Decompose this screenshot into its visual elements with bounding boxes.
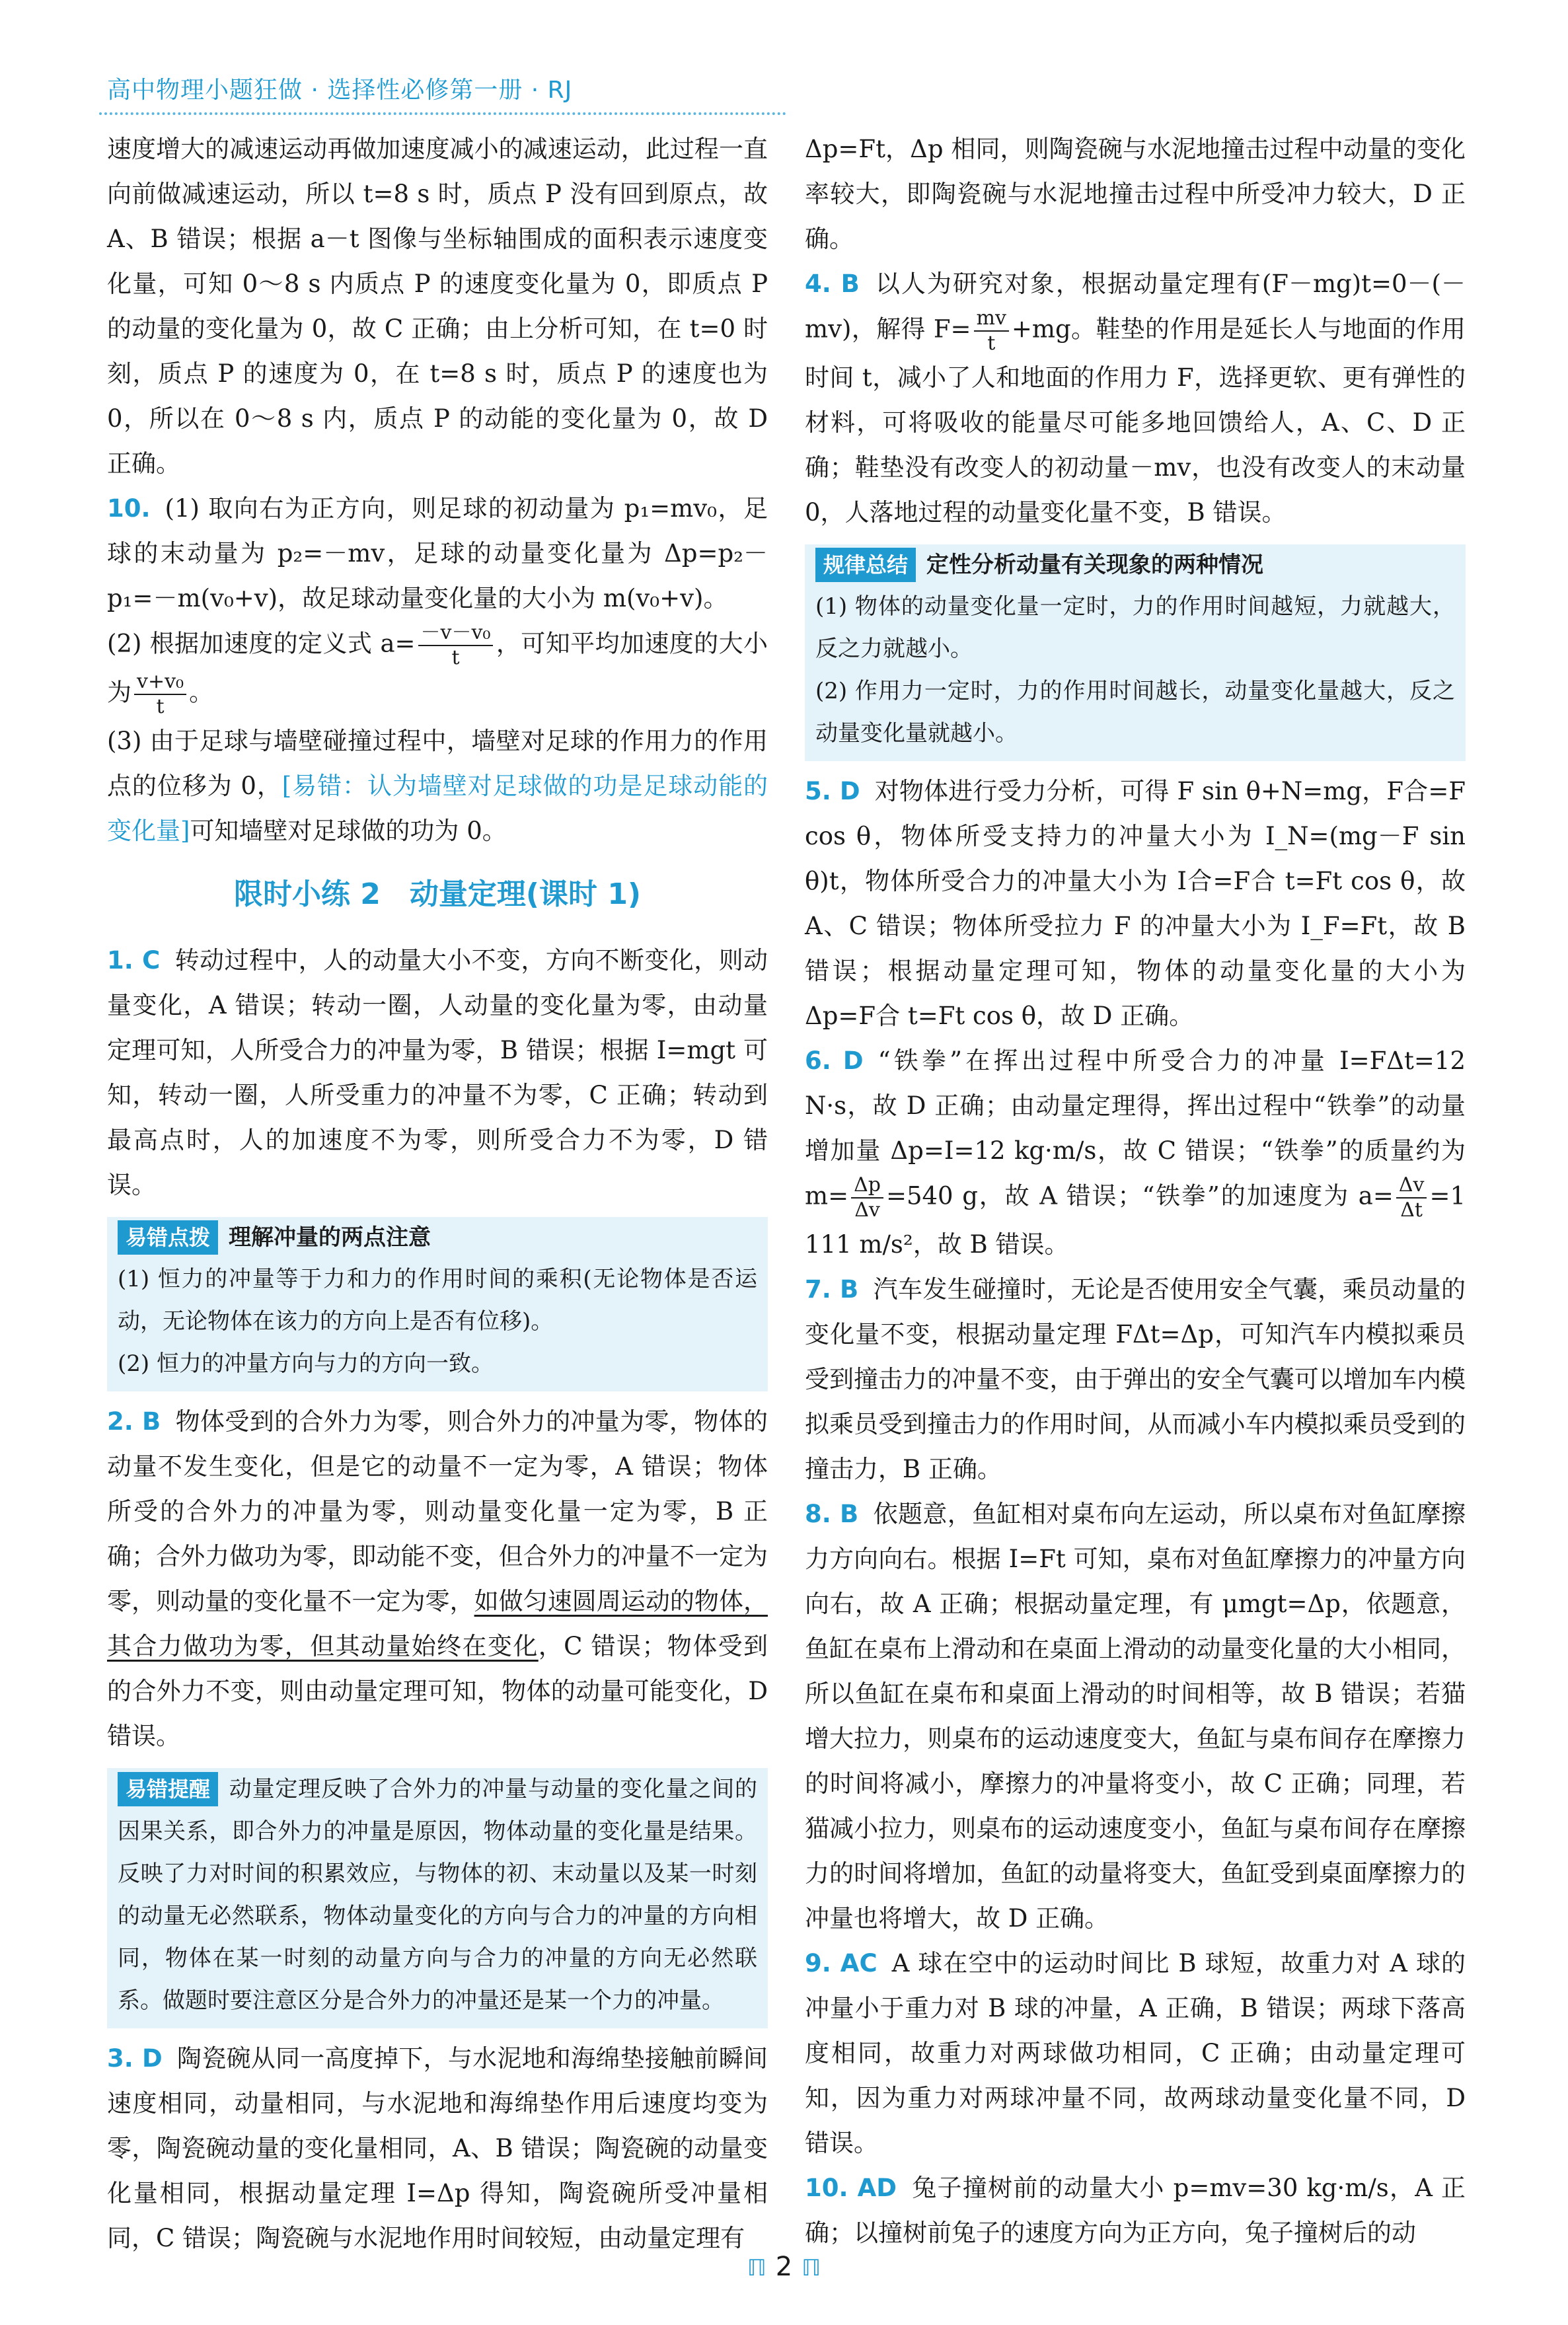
warning-box <box>107 1768 768 2028</box>
q4-answer <box>805 262 1466 535</box>
tip-line-1: (1) 恒力的冲量等于力和力的作用时间的乘积(无论物体是否运动，无论物体在该力的方向上是否有位移)。 <box>118 1266 757 1335</box>
q10-part2-text-b: ，可知平均加速度的大小为 <box>107 629 768 707</box>
acceleration-numerator: Δv <box>1396 1173 1427 1199</box>
tip-box-impulse <box>107 1217 768 1391</box>
acceleration-fraction <box>1396 1173 1427 1222</box>
q2-text-a: 物体受到的合外力为零，则合外力的冲量为零，物体的动量不发生变化，但是它的动量不一定为零，A 错误；物体所受的合外力的冲量为零，则动量变化量一定为零，B 正确；合外力做功为零，即动能不变，但合外力的冲量不一定为零，则动量的变化量不一定为零， <box>107 1407 768 1615</box>
page-footer <box>0 2252 1568 2282</box>
page-number: 2 <box>775 2252 793 2282</box>
q7-text: 汽车发生碰撞时，无论是否使用安全气囊，乘员动量的变化量不变，根据动量定理 FΔt=Δp，可知汽车内模拟乘员受到撞击力的冲量不变，由于弹出的安全气囊可以增加车内模拟乘员受到撞击力的作用时间，从而减小车内模拟乘员受到的撞击力，B 正确。 <box>805 1275 1466 1483</box>
q5-text: 对物体进行受力分析，可得 F sin θ+N=mg，F合=F cos θ，物体所受支持力的冲量大小为 I_N=(mg－F sin θ)t，物体所受合力的冲量大小为 I合=F合 t=Ft cos θ，故 A、C 错误；物体所受拉力 F 的冲量大小为 I_F=Ft，故 B 错误；根据动量定理可知，物体的动量变化量的大小为 Δp=F合 t=Ft cos θ，故 D 正确。 <box>805 777 1466 1030</box>
accel-denominator: t <box>451 646 460 669</box>
q3-number: 3. D <box>107 2044 163 2073</box>
q3-answer <box>107 2036 768 2261</box>
q6-number: 6. D <box>805 1047 864 1075</box>
q10-right-text: 兔子撞树前的动量大小 p=mv=30 kg·m/s，A 正确；以撞树前兔子的速度方向为正方向，兔子撞树后的动 <box>805 2174 1466 2247</box>
q1-answer <box>107 938 768 1208</box>
summary-box <box>805 544 1466 761</box>
avg-accel-fraction <box>134 670 186 719</box>
q10-part1 <box>107 486 768 621</box>
mass-numerator: Δp <box>851 1173 883 1199</box>
q7-answer <box>805 1267 1466 1492</box>
q9-continuation: 速度增大的减速运动再做加速度减小的减速运动，此过程一直向前做减速运动，所以 t=8 s 时，质点 P 没有回到原点，故 A、B 错误；根据 a－t 图像与坐标轴围成的面积表示速度变化量，可知 0～8 s 内质点 P 的速度变化量为 0，即质点 P 的动量的变化量为 0，故 C 正确；由上分析可知，在 t=0 时刻，质点 P 的速度为 0，在 t=8 s 时，质点 P 的速度也为 0，所以在 0～8 s 内，质点 P 的动能的变化量为 0，故 D 正确。 <box>107 135 768 478</box>
left-column <box>107 127 768 2261</box>
summary-title: 定性分析动量有关现象的两种情况 <box>926 552 1264 578</box>
q6-text-c: =1 111 m/s²，故 B 错误。 <box>805 1181 1466 1259</box>
q10-part3-text-a: (3) 由于足球与墙壁碰撞过程中，墙壁对足球的作用力的作用点的位移为 0， <box>107 727 768 800</box>
q10-part3-text-b: 可知墙壁对足球做的功为 0。 <box>190 817 507 845</box>
running-header: 高中物理小题狂做 · 选择性必修第一册 · RJ <box>107 77 573 104</box>
warning-tag: 易错提醒 <box>118 1772 218 1806</box>
q9-answer <box>805 1941 1466 2166</box>
q10-part2-text-c: 。 <box>189 678 214 707</box>
q7-number: 7. B <box>805 1275 859 1304</box>
force-numerator: mv <box>974 307 1009 332</box>
accel-numerator: －v－v₀ <box>418 621 494 646</box>
footer-ornament-left-icon: ℿ <box>747 2255 766 2281</box>
q8-text: 依题意，鱼缸相对桌布向左运动，所以桌布对鱼缸摩擦力方向向右。根据 I=Ft 可知，桌布对鱼缸摩擦力的冲量方向向右，故 A 正确；根据动量定理，有 μmgt=Δp，依题意，鱼缸在桌布上滑动和在桌面上滑动的动量变化量的大小相同，所以鱼缸在桌布和桌面上滑动的时间相等，故 B 错误；若猫增大拉力，则桌布的运动速度变大，鱼缸与桌布间存在摩擦力的时间将减小，摩擦力的冲量将变小，故 C 正确；同理，若猫减小拉力，则桌布的运动速度变小，鱼缸与桌布间存在摩擦力的时间将增加，鱼缸的动量将变大，鱼缸受到桌面摩擦力的冲量也将增大，故 D 正确。 <box>805 1500 1466 1933</box>
q2-text-b: ，C 错误；物体受到的合外力不变，则由动量定理可知，物体的动量可能变化，D 错误。 <box>107 1632 768 1750</box>
q10-part2 <box>107 621 768 719</box>
q4-text-b: +mg。鞋垫的作用是延长人与地面的作用时间 t，减小了人和地面的作用力 F，选择更软、更有弹性的材料，可将吸收的能量尽可能多地回馈给人，A、C、D 正确；鞋垫没有改变人的初动量－mv，也没有改变人的末动量 0，人落地过程的动量变化量不变，B 错误。 <box>805 314 1466 527</box>
q1-text: 转动过程中，人的动量大小不变，方向不断变化，则动量变化，A 错误；转动一圈，人动量的变化量为零，由动量定理可知，人所受合力的冲量为零，B 错误；根据 I=mgt 可知，转动一圈，人所受重力的冲量不为零，C 正确；转动到最高点时，人的加速度不为零，则所受合力不为零，D 错误。 <box>107 946 768 1199</box>
q5-number: 5. D <box>805 777 860 805</box>
mass-fraction <box>851 1173 883 1222</box>
q6-text-a: “铁拳”在挥出过程中所受合力的冲量 I=FΔt=12 N·s，故 D 正确；由动量定理得，挥出过程中“铁拳”的动量增加量 Δp=I=12 kg·m/s，故 C 错误；“铁拳”的质量约为 m= <box>805 1047 1466 1210</box>
q10-part3 <box>107 719 768 854</box>
q9-text: A 球在空中的运动时间比 B 球短，故重力对 A 球的冲量小于重力对 B 球的冲量，A 正确，B 错误；两球下落高度相同，故重力对两球做功相同，C 正确；由动量定理可知，因为重力对两球冲量不同，故两球动量变化量不同，D 错误。 <box>805 1949 1466 2157</box>
q3-text: 陶瓷碗从同一高度掉下，与水泥地和海绵垫接触前瞬间速度相同，动量相同，与水泥地和海绵垫作用后速度均变为零，陶瓷碗动量的变化量相同，A、B 错误；陶瓷碗的动量变化量相同，根据动量定理 I=Δp 得知，陶瓷碗所受冲量相同，C 错误；陶瓷碗与水泥地作用时间较短，由动量定理有 <box>107 2044 768 2252</box>
right-column <box>805 127 1466 2256</box>
tip-title: 理解冲量的两点注意 <box>229 1224 431 1251</box>
q10-number: 10. <box>107 494 151 523</box>
header-rule <box>99 112 786 115</box>
q6-answer <box>805 1039 1466 1267</box>
q6-text-b: =540 g，故 A 错误；“铁拳”的加速度为 a= <box>885 1181 1394 1210</box>
q9-number: 9. AC <box>805 1949 877 1977</box>
q2-number: 2. B <box>107 1407 161 1436</box>
q8-number: 8. B <box>805 1500 859 1528</box>
avg-accel-numerator: v+v₀ <box>134 670 186 695</box>
summary-tag: 规律总结 <box>815 548 916 582</box>
accel-fraction <box>418 621 494 670</box>
tip-line-2: (2) 恒力的冲量方向与力的方向一致。 <box>118 1350 494 1377</box>
q10-answer <box>805 2166 1466 2256</box>
q10-part2-text-a: (2) 根据加速度的定义式 a= <box>107 629 416 658</box>
q2-answer <box>107 1399 768 1759</box>
footer-ornament-right-icon: ℿ <box>802 2255 821 2281</box>
acceleration-denominator: Δt <box>1400 1199 1423 1222</box>
warning-text: 动量定理反映了合外力的冲量与动量的变化量之间的因果关系，即合外力的冲量是原因，物体动量的变化量是结果。反映了力对时间的积累效应，与物体的初、末动量以及某一时刻的动量无必然联系，物体动量变化的方向与合力的冲量的方向相同，物体在某一时刻的动量方向与合力的冲量的方向无必然联系。做题时要注意区分是合外力的冲量还是某一个力的冲量。 <box>118 1776 757 2014</box>
q2-underlined-example: 如做匀速圆周运动的物体，其合力做功为零，但其动量始终在变化 <box>107 1587 768 1660</box>
q8-answer <box>805 1492 1466 1941</box>
q3-continuation: Δp=Ft，Δp 相同，则陶瓷碗与水泥地撞击过程中动量的变化率较大，即陶瓷碗与水泥地撞击过程中所受冲力较大，D 正确。 <box>805 135 1466 253</box>
q10-right-number: 10. AD <box>805 2174 897 2202</box>
q1-number: 1. C <box>107 946 161 975</box>
mass-denominator: Δv <box>854 1199 880 1222</box>
avg-accel-denominator: t <box>156 695 165 718</box>
section-title: 限时小练 2 动量定理(课时 1) <box>233 877 642 911</box>
q4-text-a: 以人为研究对象，根据动量定理有(F－mg)t=0－(－mv)，解得 F= <box>805 270 1466 344</box>
summary-line-2: (2) 作用力一定时，力的作用时间越长，动量变化量越大，反之动量变化量就越小。 <box>815 678 1455 747</box>
summary-line-1: (1) 物体的动量变化量一定时，力的作用时间越短，力就越大，反之力就越小。 <box>815 593 1455 662</box>
q10-error-note: [易错：认为墙壁对足球做的功是足球动能的变化量] <box>107 772 768 845</box>
tip-tag: 易错点拨 <box>118 1220 218 1255</box>
q10-part1-text: (1) 取向右为正方向，则足球的初动量为 p₁=mv₀，足球的末动量为 p₂=－mv，足球的动量变化量为 Δp=p₂－p₁=－m(v₀+v)，故足球动量变化量的大小为 m(v₀+v)。 <box>107 494 768 612</box>
force-denominator: t <box>987 332 996 355</box>
q4-number: 4. B <box>805 270 860 298</box>
force-fraction <box>974 307 1009 355</box>
q5-answer <box>805 769 1466 1039</box>
